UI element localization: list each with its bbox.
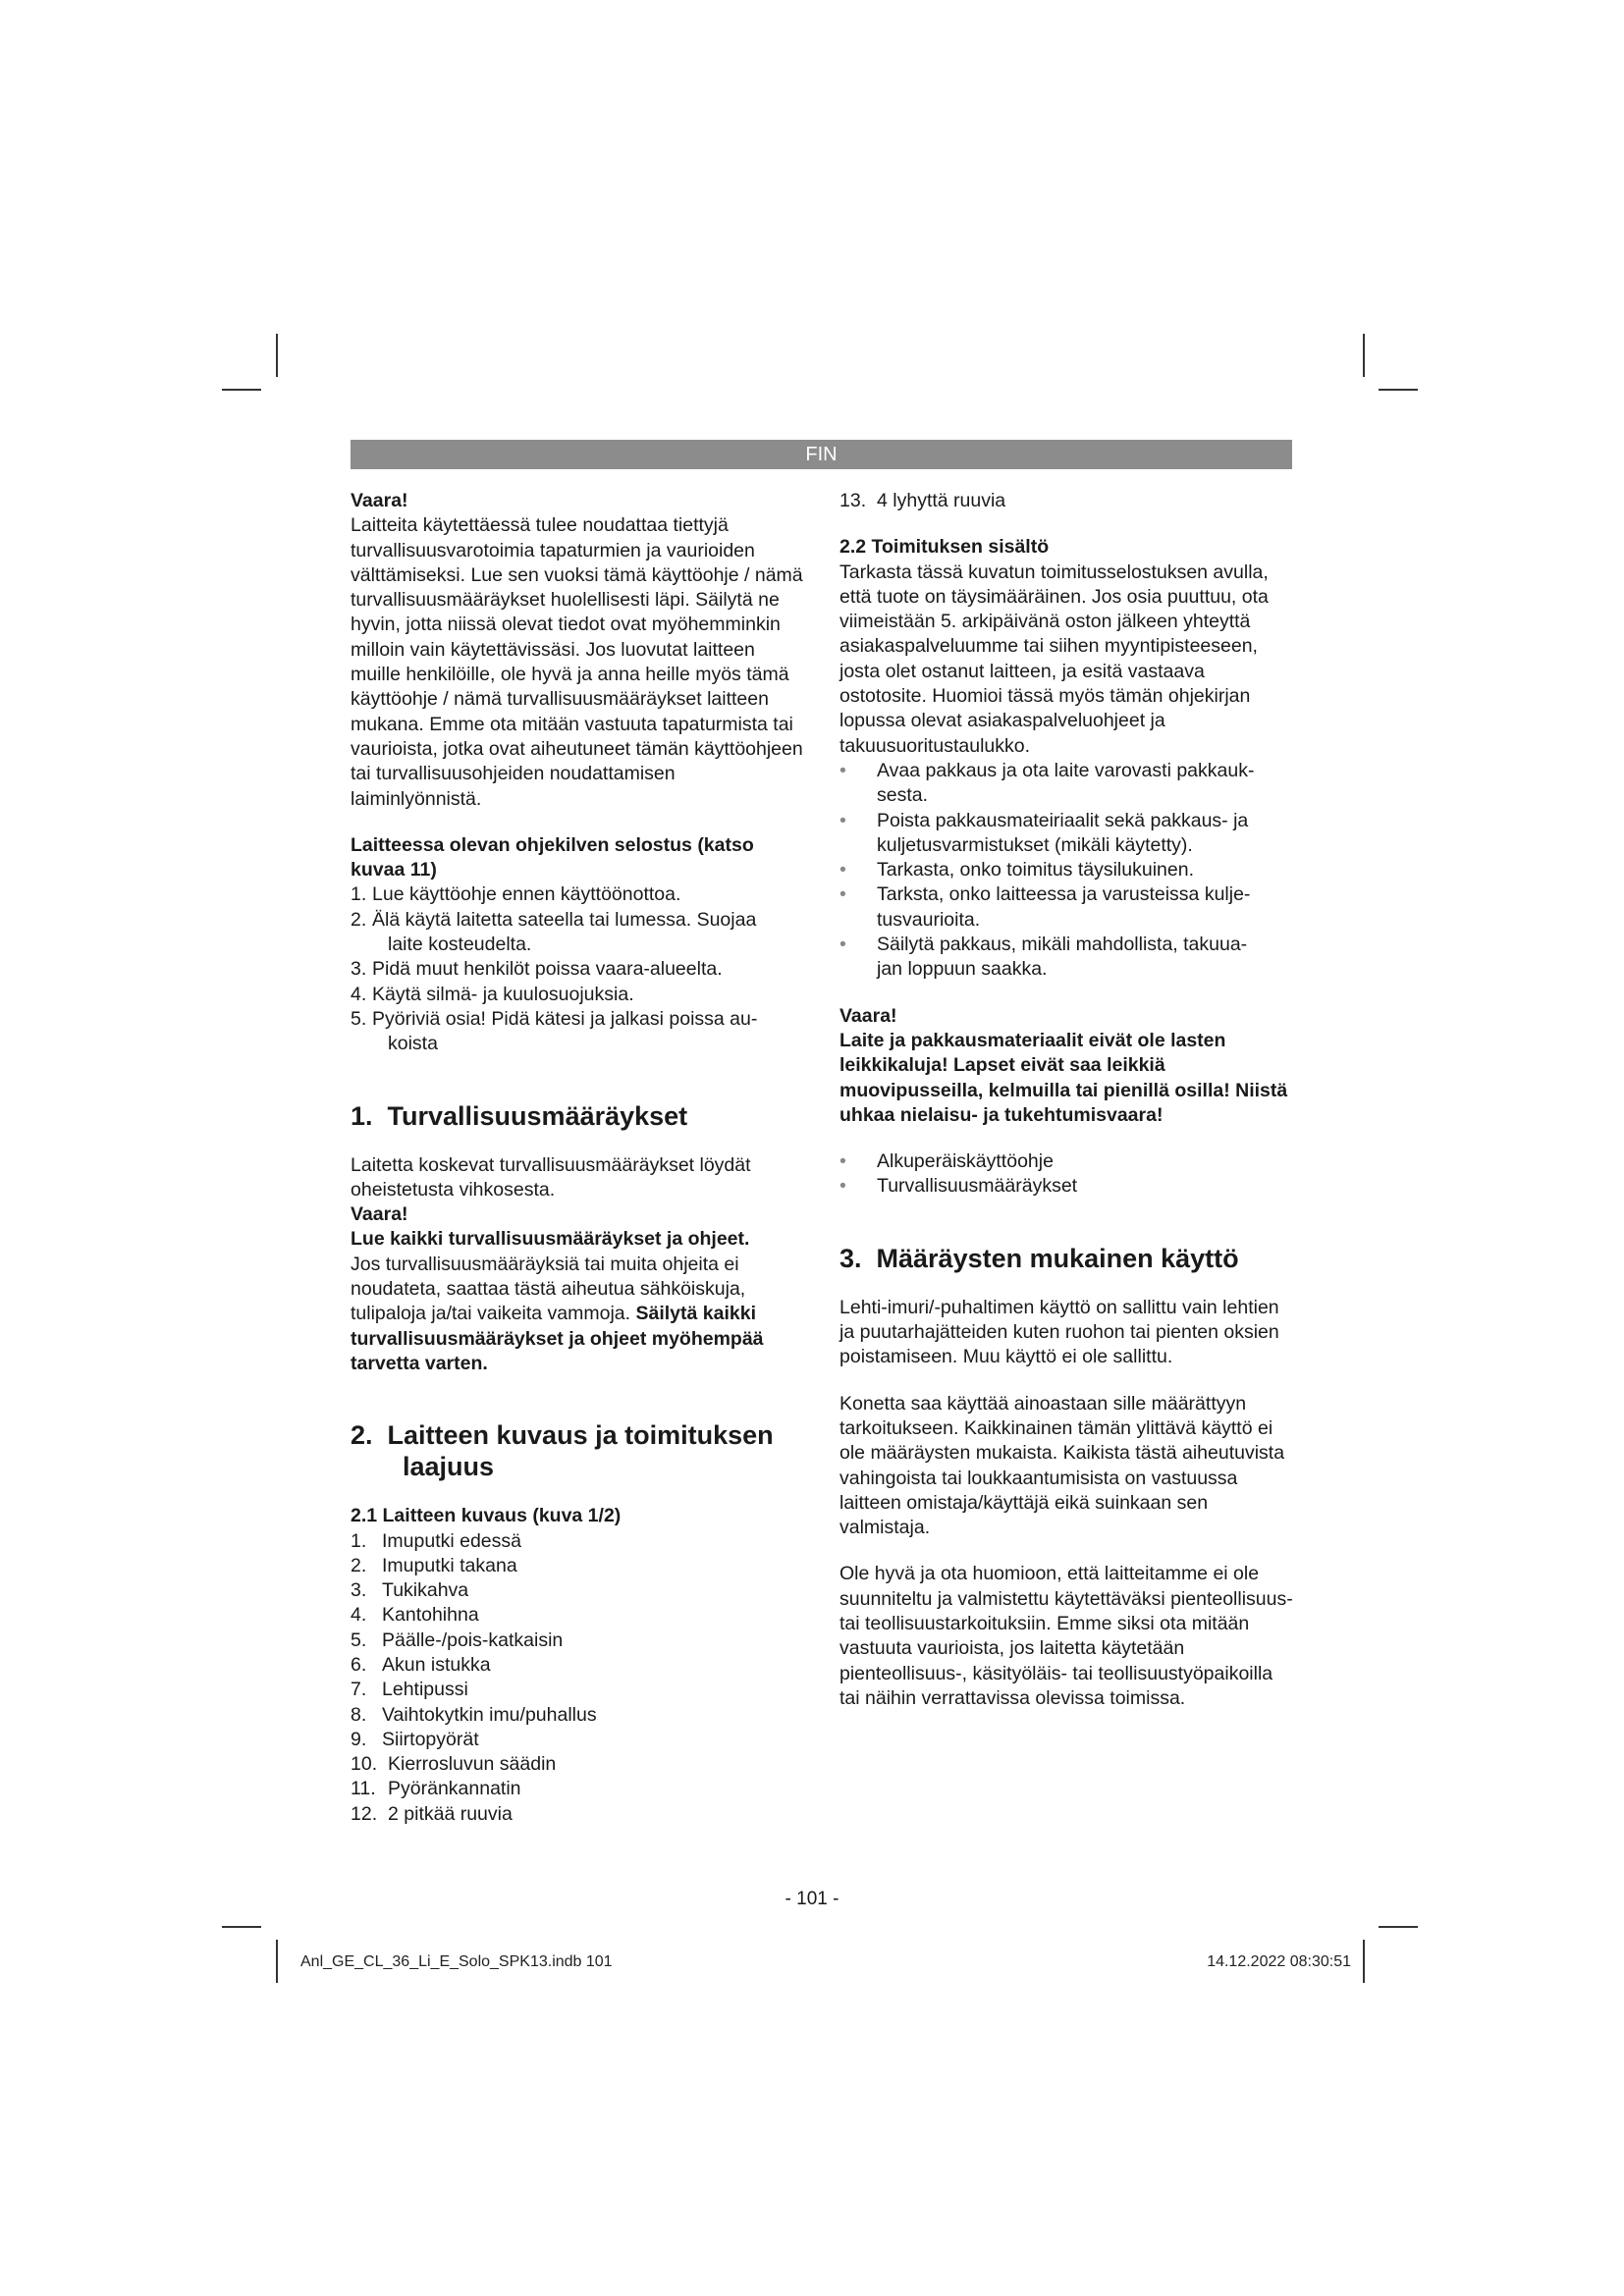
parts-list [351, 1529, 804, 1828]
list-item: 1. Imuputki edessä [351, 1529, 521, 1552]
unpacking-list [839, 759, 1293, 983]
section-3-paragraph-3: Ole hyvä ja ota huomioon, että laitteitamme ei ole suunniteltu ja valmistettu käytettäväksi pienteollisuus- tai teollisuustarkoituksiin. Emme siksi ota mitään vastuuta vaurioista, jos laitetta käytetään pienteollisuus-, käsityöläis- tai teollisuustyöpaikoilla tai näihin verrattavissa olevissa toimissa. [839, 1563, 1293, 1709]
subsection-2-2-text: Tarkasta tässä kuvatun toimitusselostuksen avulla, että tuote on täysimääräinen. Jos osia puuttuu, ota viimeistään 5. arkipäivänä oston jälkeen yhteyttä asiakaspalveluumme tai siihen myyntipisteeseen, josta olet ostanut laitteen, ja esitä vastaava ostotosite. Huomioi tässä myös tämän ohjekirjan lopussa olevat asiakaspalveluohjeet ja takuusuoritustaulukko. [839, 561, 1269, 757]
section-1-text: Laitetta koskevat turvallisuusmääräykset löydät oheistetusta vihkosesta. [351, 1153, 751, 1201]
list-item: 5. Päälle-/pois-katkaisin [351, 1629, 564, 1651]
file-slug: Anl_GE_CL_36_Li_E_Solo_SPK13.indb 101 [300, 1953, 613, 1970]
right-column [839, 489, 1293, 1711]
list-item: 3. Pidä muut henkilöt poissa vaara-alueelta. [351, 958, 723, 981]
list-item: 9. Siirtopyörät [351, 1728, 479, 1750]
labels-title: Laitteessa olevan ohjekilven selostus (katso kuvaa 11) [351, 833, 754, 881]
list-item: 5. Pyöriviä osia! Pidä kätesi ja jalkasi poissa au- koista [351, 1007, 758, 1055]
list-item: 13. 4 lyhyttä ruuvia [839, 490, 1006, 511]
list-item: 11. Pyöränkannatin [351, 1778, 521, 1800]
subsection-2-2-title: 2.2 Toimituksen sisältö [839, 536, 1050, 559]
list-item: 8. Vaihtokytkin imu/puhallus [351, 1703, 597, 1726]
crop-mark [1363, 1940, 1365, 1983]
list-item: • Avaa pakkaus ja ota laite varovasti pakkauk- sesta. [839, 759, 1255, 807]
warning-title: Vaara! [351, 490, 408, 511]
warning-2-title: Vaara! [839, 1004, 897, 1027]
list-item: • Säilytä pakkaus, mikäli mahdollista, takuua- jan loppuun saakka. [839, 934, 1248, 981]
list-item: 7. Lehtipussi [351, 1679, 468, 1701]
section-2-heading: 2. Laitteen kuvaus ja toimituksen laajuus [351, 1420, 774, 1482]
subsection-2-1-title: 2.1 Laitteen kuvaus (kuva 1/2) [351, 1505, 622, 1527]
documents-list [839, 1149, 1293, 1200]
list-item: 2. Älä käytä laitetta sateella tai lumessa. Suojaa laite kosteudelta. [351, 908, 757, 956]
section-3-paragraph-1: Lehti-imuri/-puhaltimen käyttö on sallittu vain lehtien ja puutarhajätteiden kuten ruohon tai pienten oksien poistamiseen. Muu käyttö ei ole sallittu. [839, 1296, 1279, 1368]
labels-list [351, 882, 804, 1056]
crop-mark [1363, 334, 1365, 377]
language-bar: FIN [351, 440, 1292, 469]
timestamp-slug: 14.12.2022 08:30:51 [1207, 1953, 1351, 1970]
crop-mark [276, 1940, 278, 1983]
list-item: 1. Lue käyttöohje ennen käyttöönottoa. [351, 883, 681, 906]
warning-text: Laitteita käytettäessä tulee noudattaa tiettyjä turvallisuusvarotoimia tapaturmien ja vaurioiden välttämiseksi. Lue sen vuoksi tämä käyttöohje / nämä turvallisuusmääräykset huolellisesti läpi. Säilytä ne hyvin, jotta niissä olevat tiedot ovat myöhemminkin milloin vain käytettävissäsi. Jos luovutat laitteen muille henkilöille, ole hyvä ja anna heille myös tämä käyttöohje / nämä turvallisuusmääräykset laitteen mukana. Emme ota mitään vastuuta tapaturmista tai vaurioista, jotka ovat aiheutuneet tämän käyttöohjeen tai turvallisuusohjeiden noudattamisen laiminlyönnistä. [351, 514, 803, 810]
crop-mark [1379, 389, 1418, 391]
left-column [351, 489, 804, 1827]
list-item: 4. Käytä silmä- ja kuulosuojuksia. [351, 983, 634, 1005]
section-1-text-2: Jos turvallisuusmääräyksiä tai muita ohjeita ei noudateta, saattaa tästä aiheutua sähköiskuja, tulipaloja ja/tai vaikeita vammoja. Säilytä kaikki turvallisuusmääräykset ja ohjeet myöhempää tarvetta varten. [351, 1253, 764, 1374]
list-item: 12. 2 pitkää ruuvia [351, 1802, 513, 1825]
list-item: 10. Kierrosluvun säädin [351, 1753, 557, 1776]
page-number: - 101 - [785, 1889, 839, 1909]
list-item: 4. Kantohihna [351, 1604, 479, 1627]
list-item: • Tarkasta, onko toimitus täysilukuinen. [839, 859, 1194, 881]
list-item: • Alkuperäiskäyttöohje [839, 1150, 1054, 1173]
list-item: 6. Akun istukka [351, 1653, 491, 1676]
section-1-warning: Vaara! [351, 1203, 408, 1226]
section-1-heading: 1. Turvallisuusmääräykset [351, 1100, 688, 1131]
section-3-paragraph-2: Konetta saa käyttää ainoastaan sille määrättyyn tarkoitukseen. Kaikkinainen tämän ylittävä käyttö ei ole määräysten mukaista. Kaikista tästä aiheutuvista vahingoista tai loukkaantumisista on vastuussa laitteen omistaja/käyttäjä eikä suinkaan sen valmistaja. [839, 1392, 1285, 1539]
crop-mark [222, 389, 261, 391]
list-item: 2. Imuputki takana [351, 1554, 517, 1576]
warning-2-text: Laite ja pakkausmateriaalit eivät ole lasten leikkikaluja! Lapset eivät saa leikkiä muovipusseilla, kelmuilla tai pienillä osilla! Niistä uhkaa nielaisu- ja tukehtumisvaara! [839, 1029, 1288, 1126]
list-item: 3. Tukikahva [351, 1579, 469, 1602]
section-1-bold: Lue kaikki turvallisuusmääräykset ja ohjeet. [351, 1228, 750, 1251]
section-3-heading: 3. Määräysten mukainen käyttö [839, 1243, 1239, 1273]
crop-mark [276, 334, 278, 377]
parts-list-continued [839, 489, 1293, 513]
list-item: • Tarksta, onko laitteessa ja varusteissa kulje- tusvaurioita. [839, 883, 1251, 931]
list-item: • Poista pakkausmateiriaalit sekä pakkaus- ja kuljetusvarmistukset (mikäli käytetty). [839, 809, 1249, 856]
crop-mark [222, 1926, 261, 1928]
crop-mark [1379, 1926, 1418, 1928]
list-item: • Turvallisuusmääräykset [839, 1175, 1078, 1198]
